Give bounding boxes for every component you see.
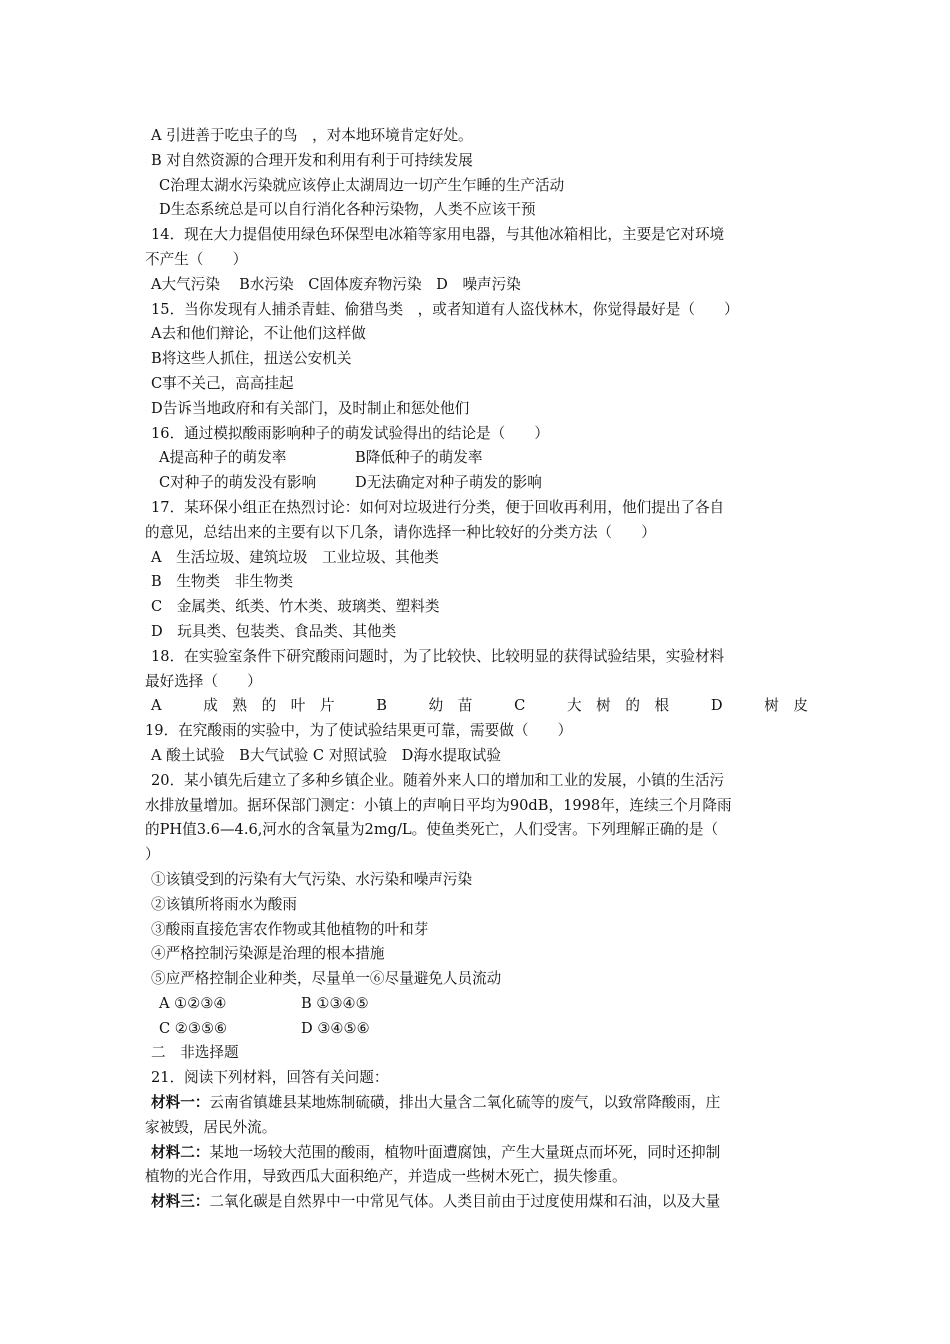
material-2-label: 材料二： bbox=[151, 1143, 210, 1161]
section-heading-non-choice: 二 非选择题 bbox=[151, 1044, 239, 1062]
q16-options-row2 bbox=[145, 471, 810, 496]
q13-option-d: D生态系统总是可以自行消化各种污染物，人类不应该干预 bbox=[159, 201, 536, 219]
q20-stem-line1: 20．某小镇先后建立了多种乡镇企业。随着外来人口的增加和工业的发展，小镇的生活污 bbox=[151, 771, 725, 789]
material-3-label: 材料三： bbox=[151, 1193, 210, 1211]
q16-options-row1 bbox=[145, 446, 810, 471]
q14-stem-line1: 14．现在大力提倡使用绿色环保型电冰箱等家用电器，与其他冰箱相比，主要是它对环境 bbox=[151, 226, 725, 244]
material-1-text: 云南省镇雄县某地炼制硫磺，排出大量含二氧化硫等的废气，以致常降酸雨，庄 bbox=[209, 1094, 721, 1112]
q13-option-c: C治理太湖水污染就应该停止太湖周边一切产生乍睡的生产活动 bbox=[159, 176, 565, 194]
q17-option-b: B 生物类 非生物类 bbox=[151, 573, 294, 591]
q18-option-d-letter: D bbox=[710, 697, 723, 715]
q20-option-d: D ③④⑤⑥ bbox=[301, 1019, 370, 1037]
q18-option-b-letter: B bbox=[376, 697, 387, 715]
q21-stem: 21．阅读下列材料，回答有关问题： bbox=[151, 1069, 389, 1087]
q18-options bbox=[145, 694, 810, 719]
q16-option-c: C对种子的萌发没有影响 bbox=[159, 474, 317, 492]
q20-statement-1: ①该镇受到的污染有大气污染、水污染和噪声污染 bbox=[151, 870, 473, 888]
material-3-line1 bbox=[145, 1190, 810, 1215]
q20-stem-line2: 水排放量增加。据环保部门测定：小镇上的声响日平均为90dB，1998年，连续三个月降雨 bbox=[145, 796, 732, 814]
material-2-line1 bbox=[145, 1141, 810, 1166]
q18-option-a-text: 成 熟 的 叶 片 bbox=[203, 697, 335, 715]
q17-option-c: C 金属类、纸类、竹木类、玻璃类、塑料类 bbox=[151, 598, 440, 616]
q15-option-d: D告诉当地政府和有关部门，及时制止和惩处他们 bbox=[151, 399, 470, 417]
q18-option-c-letter: C bbox=[514, 697, 526, 715]
material-1-line2: 家被毁，居民外流。 bbox=[145, 1118, 277, 1136]
q17-stem-line1: 17．某环保小组正在热烈讨论：如何对垃圾进行分类，便于回收再利用，他们提出了各自 bbox=[151, 498, 725, 516]
q15-option-b: B将这些人抓住，扭送公安机关 bbox=[151, 350, 352, 368]
q16-option-d: D无法确定对种子萌发的影响 bbox=[355, 474, 542, 492]
q17-option-a: A 生活垃圾、建筑垃圾 工业垃圾、其他类 bbox=[151, 548, 439, 566]
document-page bbox=[145, 124, 810, 1215]
q16-option-b: B降低种子的萌发率 bbox=[355, 449, 483, 467]
material-3-text: 二氧化碳是自然界中一中常见气体。人类目前由于过度使用煤和石油，以及大量 bbox=[209, 1193, 721, 1211]
q20-statement-5-6: ⑤应严格控制企业种类，尽量单一⑥尽量避免人员流动 bbox=[151, 970, 502, 988]
q17-option-d: D 玩具类、包装类、食品类、其他类 bbox=[151, 622, 397, 640]
q20-stem-line4: ） bbox=[145, 846, 160, 864]
q15-option-a: A去和他们辩论，不让他们这样做 bbox=[151, 325, 366, 343]
q13-option-b: B 对自然资源的合理开发和利用有利于可持续发展 bbox=[151, 151, 473, 169]
q16-stem: 16．通过模拟酸雨影响种子的萌发试验得出的结论是（ ） bbox=[151, 424, 550, 442]
q18-stem-line1: 18．在实验室条件下研究酸雨问题时，为了比较快、比较明显的获得试验结果，实验材料 bbox=[151, 647, 725, 665]
q18-option-d-text: 树 皮 bbox=[764, 697, 808, 715]
q15-stem: 15．当你发现有人捕杀青蛙、偷猎鸟类 ，或者知道有人盗伐林木，你觉得最好是（ ） bbox=[151, 300, 739, 318]
q15-option-c: C事不关己，高高挂起 bbox=[151, 374, 294, 392]
q20-statement-2: ②该镇所将雨水为酸雨 bbox=[151, 895, 297, 913]
q18-option-b-text: 幼 苗 bbox=[428, 697, 473, 715]
q20-option-b: B ①③④⑤ bbox=[301, 994, 369, 1012]
q13-option-a: A 引进善于吃虫子的鸟 ，对本地环境肯定好处。 bbox=[151, 127, 473, 144]
q14-options: A大气污染 B水污染 C固体废弃物污染 D 噪声污染 bbox=[151, 275, 521, 293]
q20-statement-4: ④严格控制污染源是治理的根本措施 bbox=[151, 945, 385, 963]
q20-option-c: C ②③⑤⑥ bbox=[159, 1019, 228, 1037]
q20-statement-3: ③酸雨直接危害农作物或其他植物的叶和芽 bbox=[151, 920, 429, 938]
material-1-label: 材料一： bbox=[151, 1094, 210, 1112]
q20-stem-line3: 的PH值3.6—4.6,河水的含氧量为2mg/L。使鱼类死亡，人们受害。下列理解正确的是（ bbox=[145, 821, 719, 839]
q18-option-c-text: 大 树 的 根 bbox=[566, 697, 670, 715]
q18-option-a-letter: A bbox=[151, 697, 162, 715]
q18-stem-line2: 最好选择（ ） bbox=[145, 672, 262, 690]
q20-options-row2 bbox=[145, 1017, 810, 1042]
q17-stem-line2: 的意见，总结出来的主要有以下几条，请你选择一种比较好的分类方法（ ） bbox=[145, 523, 656, 541]
q16-option-a: A提高种子的萌发率 bbox=[159, 449, 287, 467]
q19-stem: 19．在究酸雨的实验中，为了使试验结果更可靠，需要做（ ） bbox=[145, 722, 573, 740]
q19-options: A 酸土试验 B大气试验 C 对照试验 D海水提取试验 bbox=[151, 746, 501, 764]
material-1-line1 bbox=[145, 1091, 810, 1116]
q14-stem-line2: 不产生（ ） bbox=[145, 250, 248, 268]
q20-option-a: A ①②③④ bbox=[159, 994, 227, 1012]
q20-options-row1 bbox=[145, 992, 810, 1017]
material-2-text: 某地一场较大范围的酸雨，植物叶面遭腐蚀，产生大量斑点而坏死，同时还抑制 bbox=[209, 1143, 721, 1161]
material-2-line2: 植物的光合作用，导致西瓜大面积绝产，并造成一些树木死亡，损失惨重。 bbox=[145, 1168, 627, 1186]
